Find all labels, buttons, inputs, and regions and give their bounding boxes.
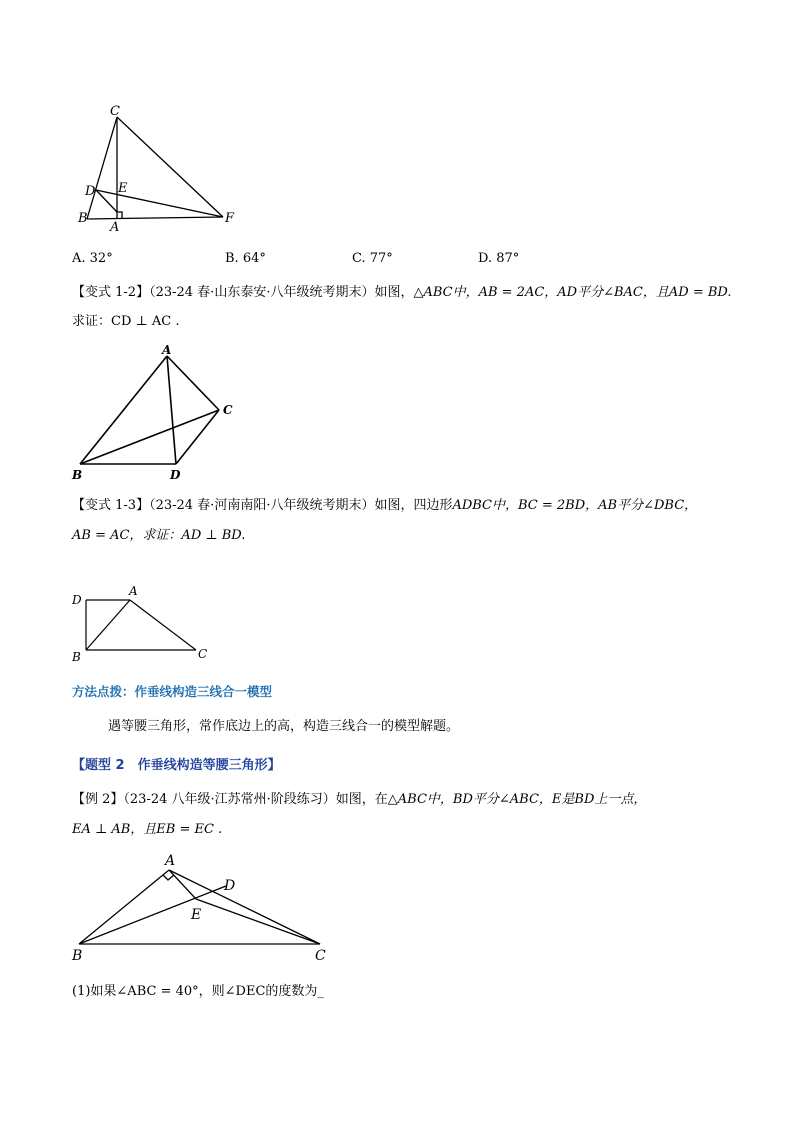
method-title: 方法点拨：作垂线构造三线合一模型 — [72, 684, 273, 699]
example-2-line1 — [72, 791, 646, 809]
fig2-label-b: B — [72, 468, 83, 482]
option-d: D. 87° — [478, 251, 520, 266]
fig4-label-c: C — [315, 948, 326, 964]
example-2-tag: 【例 2】 — [72, 792, 124, 807]
fig1-label-f: F — [225, 211, 235, 226]
figure-1-triangle — [70, 100, 270, 235]
question-1: (1)如果∠ABC = 40°，则∠DEC的度数为_ — [72, 984, 324, 999]
method-body: 遇等腰三角形，常作底边上的高，构造三线合一的模型解题。 — [108, 719, 460, 734]
fig2-label-c: C — [223, 403, 233, 417]
fig4-label-a: A — [165, 853, 176, 869]
variant-1-2-tag: 【变式 1-2】 — [72, 285, 150, 300]
fig2-label-d: D — [170, 468, 181, 482]
option-a: A. 32° — [72, 251, 113, 266]
example-2-text1: △ABC中，BD平分∠ABC，E是BD上一点， — [387, 792, 647, 807]
figure-3-quadrilateral — [70, 582, 220, 667]
figure-2-triangle — [70, 340, 250, 485]
type-2-heading: 【题型 2 作垂线构造等腰三角形】 — [72, 758, 281, 773]
fig3-label-d: D — [72, 593, 82, 607]
fig4-label-b: B — [72, 948, 83, 964]
fig3-label-b: B — [72, 650, 81, 664]
variant-1-2-line1 — [72, 284, 732, 302]
variant-1-3-tag: 【变式 1-3】 — [72, 498, 150, 513]
figure-4-triangle — [70, 848, 345, 968]
variant-1-2-text1: △ABC中，AB = 2AC，AD平分∠BAC，且AD = BD. — [413, 285, 732, 300]
variant-1-3-line2: AB = AC，求证：AD ⊥ BD. — [72, 528, 246, 543]
variant-1-3-source: （23-24 春·河南南阳·八年级统考期末）如图，四边形 — [149, 498, 453, 513]
fig1-label-e: E — [118, 181, 128, 196]
fig4-label-e: E — [191, 907, 202, 923]
option-b: B. 64° — [225, 251, 266, 266]
fig3-label-a: A — [129, 584, 138, 598]
fig1-label-d: D — [85, 184, 96, 199]
fig1-label-c: C — [110, 104, 120, 119]
fig4-label-d: D — [224, 878, 236, 894]
fig3-label-c: C — [198, 647, 208, 661]
variant-1-2-source: （23-24 春·山东泰安·八年级统考期末）如图， — [149, 285, 414, 300]
variant-1-2-line2: 求证：CD ⊥ AC . — [72, 314, 180, 329]
variant-1-3-text1: ADBC中，BC = 2BD，AB平分∠DBC， — [452, 498, 698, 513]
example-2-line2: EA ⊥ AB，且EB = EC . — [72, 822, 223, 837]
example-2-source: （23-24 八年级·江苏常州·阶段练习）如图，在 — [123, 792, 388, 807]
variant-1-3-line1 — [72, 497, 697, 515]
fig1-label-a: A — [110, 220, 120, 235]
option-c: C. 77° — [352, 251, 393, 266]
fig1-label-b: B — [78, 211, 88, 226]
fig2-label-a: A — [162, 343, 172, 357]
